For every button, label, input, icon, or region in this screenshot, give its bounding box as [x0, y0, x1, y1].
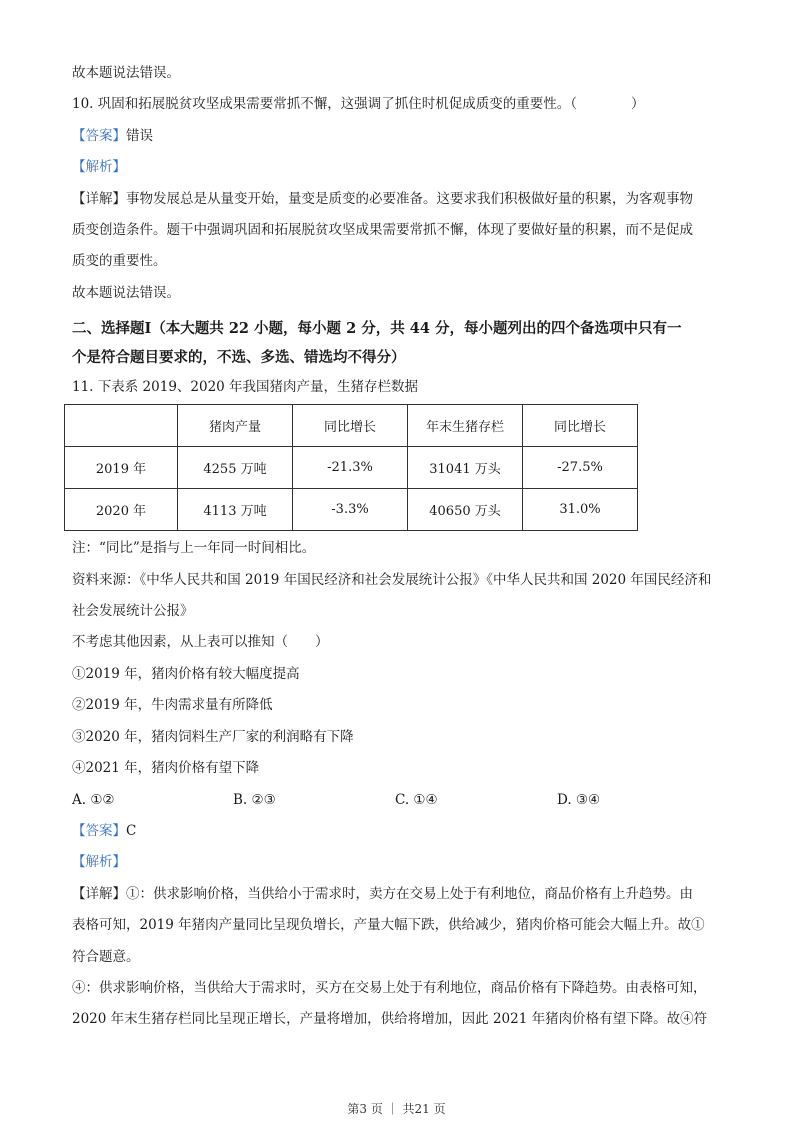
statement-item: ①2019 年，猪肉价格有较大幅度提高: [72, 665, 300, 682]
section-heading-cont: 个是符合题目要求的，不选、多选、错选均不得分）: [72, 349, 406, 367]
section-heading: 二、选择题Ⅰ（本大题共 22 小题，每小题 2 分，共 44 分，每小题列出的四个备选项中只有一: [72, 320, 682, 338]
answer-tag: 【答案】: [72, 127, 126, 144]
explanation-11-line-3: 符合题意。: [72, 948, 140, 965]
table-header-cell: 年末生猪存栏: [408, 405, 523, 447]
answer-value: 错误: [126, 127, 153, 144]
explanation-text: 事物发展总是从量变开始，量变是质变的必要准备。这要求我们积极做好量的积累，为客观事物: [126, 190, 693, 207]
table-cell: -27.5%: [523, 447, 638, 489]
table-header-cell: 同比增长: [293, 405, 408, 447]
pork-data-table: [64, 404, 638, 531]
analysis-tag-10: 【解析】: [72, 159, 126, 176]
table-cell: 31041 万头: [408, 447, 523, 489]
table-cell: -21.3%: [293, 447, 408, 489]
table-note: 注：“同比”是指与上一年同一时间相比。: [72, 540, 316, 557]
option-a: A. ①②: [72, 791, 115, 808]
question-11-ask: 不考虑其他因素，从上表可以推知（ ）: [72, 634, 329, 651]
answer-10: [72, 121, 722, 152]
table-row: [65, 489, 638, 531]
answer-value: C: [126, 822, 137, 839]
explanation-10-line-1: [72, 184, 722, 215]
detail-tag: 【详解】: [72, 190, 126, 207]
question-10: 10. 巩固和拓展脱贫攻坚成果需要常抓不懈，这强调了抓住时机促成质变的重要性。（ ）: [72, 96, 645, 113]
table-cell: 2019 年: [65, 447, 178, 489]
analysis-tag-11: 【解析】: [72, 854, 126, 871]
option-c: C. ①④: [395, 791, 438, 808]
conclusion-line-10: 故本题说法错误。: [72, 284, 180, 301]
explanation-11-line-4: ④：供求影响价格，当供给大于需求时，买方在交易上处于有利地位，商品价格有下降趋势。由表格可知，: [72, 979, 707, 996]
source-line-1: 资料来源：《中华人民共和国 2019 年国民经济和社会发展统计公报》《中华人民共和国 2020 年国民经济和: [72, 571, 712, 588]
statement-item: ③2020 年，猪肉饲料生产厂家的利润略有下降: [72, 728, 354, 745]
explanation-11-line-2: 表格可知，2019 年猪肉产量同比呈现负增长，产量大幅下跌，供给减少，猪肉价格可能会大幅上升。故①: [72, 917, 705, 934]
explanation-10-line-3: 质变的重要性。: [72, 253, 167, 270]
statement-item: ④2021 年，猪肉价格有望下降: [72, 760, 260, 777]
answer-tag: 【答案】: [72, 822, 126, 839]
explanation-text: ①：供求影响价格，当供给小于需求时，卖方在交易上处于有利地位，商品价格有上升趋势。由: [126, 885, 693, 902]
option-b: B. ②③: [233, 791, 276, 808]
explanation-11-line-1: [72, 879, 722, 910]
question-11-stem: 11. 下表系 2019、2020 年我国猪肉产量，生猪存栏数据: [72, 379, 419, 396]
table-cell: 2020 年: [65, 489, 178, 531]
detail-tag: 【详解】: [72, 885, 126, 902]
table-header-row: [65, 405, 638, 447]
document-body: [72, 58, 722, 1036]
table-row: [65, 447, 638, 489]
explanation-10-line-2: 质变创造条件。题干中强调巩固和拓展脱贫攻坚成果需要常抓不懈，体现了要做好量的积累，而不是促成: [72, 222, 693, 239]
answer-options: [72, 785, 722, 816]
table-header-cell: 猪肉产量: [178, 405, 293, 447]
table-header-cell: [65, 405, 178, 447]
table-cell: 4113 万吨: [178, 489, 293, 531]
explanation-11-line-5: 2020 年末生猪存栏同比呈现正增长，产量将增加，供给将增加，因此 2021 年猪肉价格有望下降。故④符: [72, 1011, 708, 1028]
table-cell: -3.3%: [293, 489, 408, 531]
table-cell: 40650 万头: [408, 489, 523, 531]
answer-11: [72, 816, 722, 847]
table-header-cell: 同比增长: [523, 405, 638, 447]
source-line-2: 社会发展统计公报》: [72, 603, 194, 620]
table-cell: 4255 万吨: [178, 447, 293, 489]
page-footer: 第3 页 ｜ 共21 页: [347, 1102, 446, 1116]
table-cell: 31.0%: [523, 489, 638, 531]
statement-item: ②2019 年，牛肉需求量有所降低: [72, 697, 273, 714]
option-d: D. ③④: [557, 791, 601, 808]
conclusion-line: 故本题说法错误。: [72, 65, 180, 81]
